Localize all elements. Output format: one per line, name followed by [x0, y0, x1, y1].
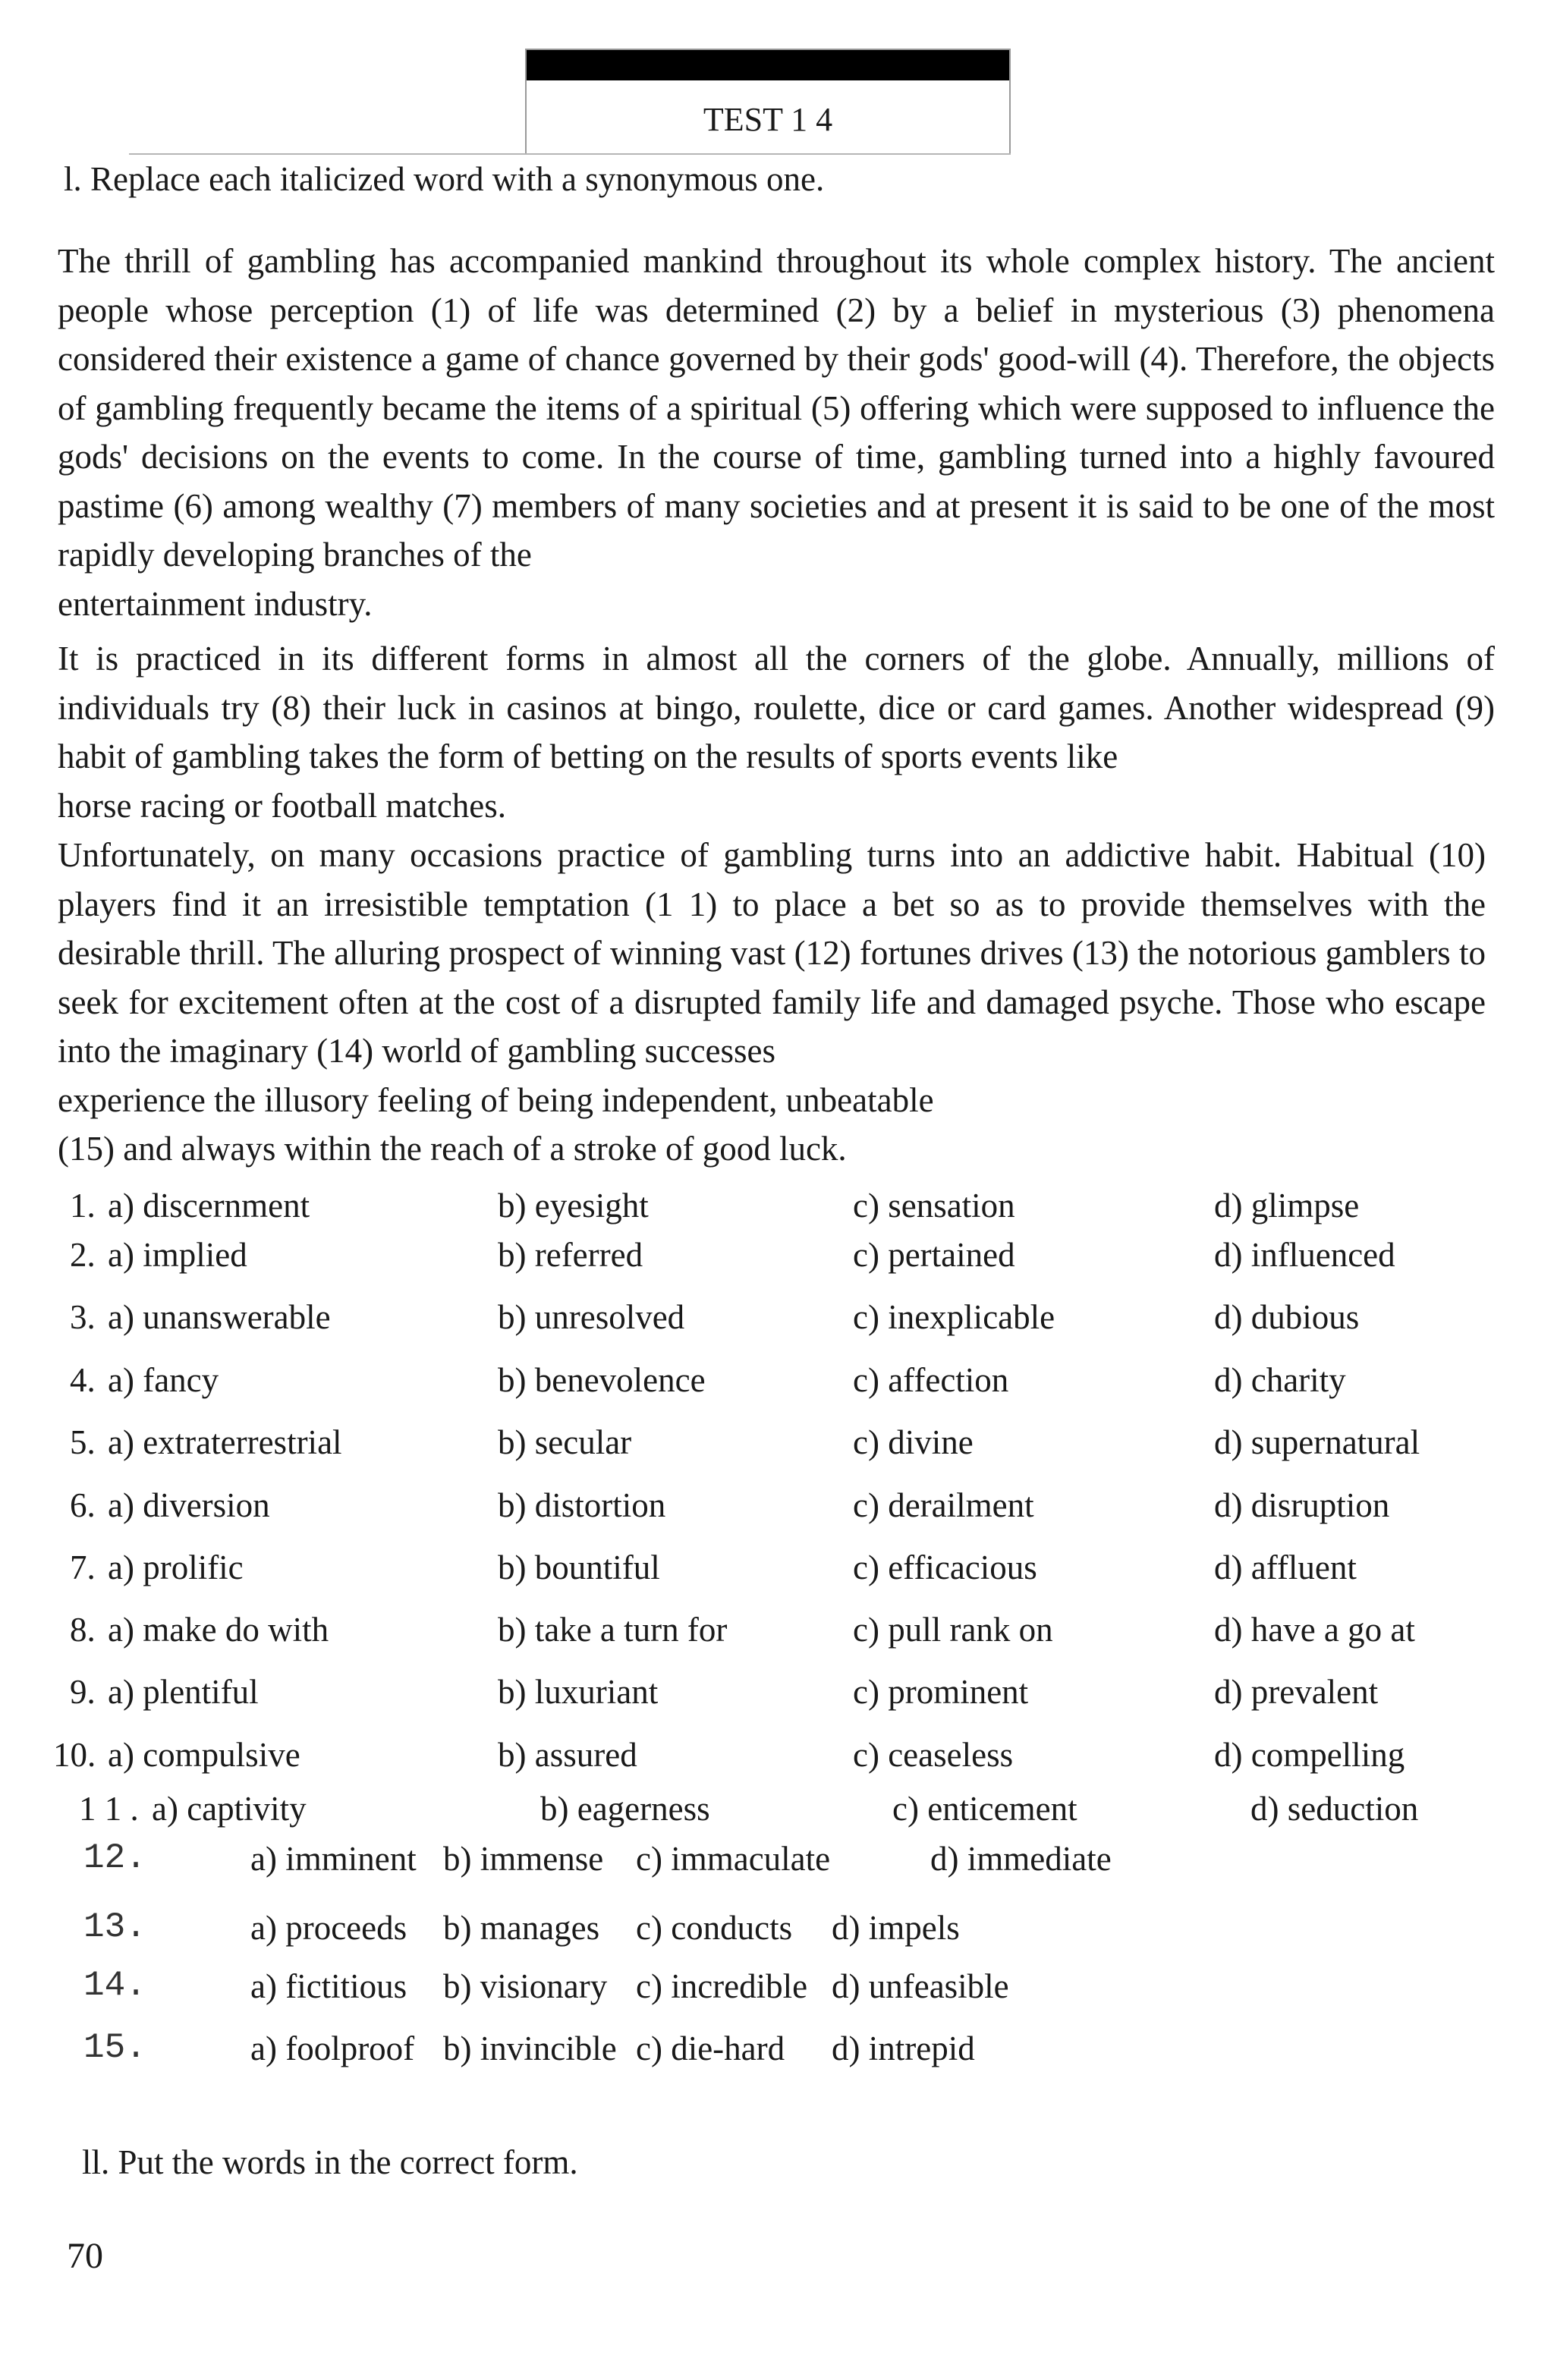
option-d: d) charity: [1214, 1361, 1346, 1399]
option-d: d) influenced: [1214, 1236, 1395, 1274]
option-c: c) incredible: [636, 1967, 808, 2005]
test-title: TEST 1 4: [703, 101, 833, 138]
option-a: a) compulsive: [108, 1736, 300, 1774]
paragraph-2: [58, 634, 1495, 830]
option-a: a) fancy: [108, 1361, 219, 1399]
option-row-11: [0, 1792, 1554, 1841]
page-number: 70: [67, 2236, 103, 2276]
option-row-15: [0, 2028, 1554, 2080]
option-row-13: [0, 1907, 1554, 1960]
option-b: b) manages: [443, 1909, 600, 1947]
task-1-instruction: l. Replace each italicized word with a synonymous one.: [64, 160, 825, 198]
option-row-2: [0, 1238, 1554, 1287]
option-d: d) compelling: [1214, 1736, 1405, 1774]
option-row-10: [0, 1738, 1554, 1787]
header-rule: [129, 153, 1011, 155]
test-header-box: [525, 49, 1011, 155]
option-number: 2.: [70, 1236, 96, 1274]
option-b: b) referred: [498, 1236, 643, 1274]
paragraph-1-text: The thrill of gambling has accompanied mankind throughout its whole complex history. The ancient people whose perception (1) of life was determined (2) by a belief in mysterious (3) phenomena considered their existence a game of chance governed by their gods' good-will (4). Therefore, the objects of gambling frequently became the items of a spiritual (5) offering which were supposed to influence the gods' decisions on the events to come. In the course of time, gambling turned into a highly favoured pastime (6) among wealthy (7) members of many societies and at present it is said to be one of the most rapidly developing branches of the: [58, 242, 1495, 574]
option-number: 3.: [70, 1298, 96, 1336]
option-row-3: [0, 1300, 1554, 1349]
option-b: b) luxuriant: [498, 1673, 659, 1711]
option-row-9: [0, 1675, 1554, 1724]
option-a: a) prolific: [108, 1548, 244, 1586]
option-a: a) extraterrestrial: [108, 1423, 342, 1461]
option-b: b) bountiful: [498, 1548, 660, 1586]
option-number: 8.: [70, 1611, 96, 1649]
option-a: a) captivity: [152, 1790, 307, 1828]
option-number: 12.: [83, 1838, 146, 1878]
option-a: a) foolproof: [250, 2029, 415, 2067]
option-b: b) immense: [443, 1840, 604, 1878]
option-row-8: [0, 1613, 1554, 1662]
option-d: d) immediate: [930, 1840, 1112, 1878]
option-c: c) derailment: [853, 1486, 1034, 1524]
option-c: c) pull rank on: [853, 1611, 1053, 1649]
option-d: d) affluent: [1214, 1548, 1357, 1586]
option-b: b) take a turn for: [498, 1611, 728, 1649]
paragraph-3-line-3: (15) and always within the reach of a stroke of good luck.: [58, 1130, 847, 1168]
paragraph-2-last-line: horse racing or football matches.: [58, 786, 507, 825]
option-c: c) sensation: [853, 1187, 1015, 1225]
option-d: d) intrepid: [832, 2029, 975, 2067]
option-a: a) proceeds: [250, 1909, 407, 1947]
option-c: c) divine: [853, 1423, 974, 1461]
option-d: d) impels: [832, 1909, 960, 1947]
option-b: b) eyesight: [498, 1187, 649, 1225]
paragraph-1: [58, 237, 1495, 628]
option-b: b) benevolence: [498, 1361, 706, 1399]
option-row-7: [0, 1548, 1554, 1599]
option-c: c) pertained: [853, 1236, 1015, 1274]
option-row-12: [0, 1838, 1554, 1891]
option-d: d) seduction: [1250, 1790, 1419, 1828]
option-b: b) visionary: [443, 1967, 608, 2005]
task-2-instruction: ll. Put the words in the correct form.: [82, 2143, 578, 2181]
option-number: 14.: [83, 1966, 146, 2005]
option-c: c) conducts: [636, 1909, 793, 1947]
paragraph-2-text: It is practiced in its different forms in almost all the corners of the globe. Annually, millions of individuals try (8) their luck in casinos at bingo, roulette, dice or card games. Another widespread (9) habit of gambling takes the form of betting on the results of sports events like: [58, 640, 1495, 775]
option-c: c) immaculate: [636, 1840, 831, 1878]
option-b: b) invincible: [443, 2029, 617, 2067]
option-number: 10.: [53, 1736, 96, 1774]
option-number: 1 1 .: [79, 1790, 139, 1828]
option-c: c) enticement: [892, 1790, 1077, 1828]
option-row-1: [0, 1189, 1554, 1237]
option-row-6: [0, 1486, 1554, 1537]
option-b: b) eagerness: [540, 1790, 710, 1828]
option-c: c) inexplicable: [853, 1298, 1055, 1336]
option-a: a) fictitious: [250, 1967, 407, 2005]
header-black-bar: [527, 50, 1009, 80]
option-number: 4.: [70, 1361, 96, 1399]
option-a: a) imminent: [250, 1840, 417, 1878]
option-a: a) diversion: [108, 1486, 270, 1524]
option-b: b) unresolved: [498, 1298, 685, 1336]
option-d: d) prevalent: [1214, 1673, 1379, 1711]
option-d: d) dubious: [1214, 1298, 1360, 1336]
paragraph-3: [58, 831, 1486, 1174]
option-c: c) prominent: [853, 1673, 1029, 1711]
option-a: a) discernment: [108, 1187, 310, 1225]
option-c: c) die-hard: [636, 2029, 785, 2067]
option-d: d) glimpse: [1214, 1187, 1360, 1225]
option-number: 1.: [70, 1187, 96, 1225]
paragraph-3-line-2: experience the illusory feeling of being independent, unbeatable: [58, 1080, 934, 1119]
option-a: a) unanswerable: [108, 1298, 331, 1336]
option-number: 15.: [83, 2028, 146, 2067]
option-c: c) affection: [853, 1361, 1009, 1399]
option-d: d) supernatural: [1214, 1423, 1420, 1461]
paragraph-3-text: Unfortunately, on many occasions practice of gambling turns into an addictive habit. Habitual (10) players find it an irresistible temptation (1 1) to place a bet so as to provide themselves with the desirable thrill. The alluring prospect of winning vast (12) fortunes drives (13) the notorious gamblers to seek for excitement often at the cost of a disrupted family life and damaged psyche. Those who escape into the imaginary (14) world of gambling successes: [58, 836, 1486, 1070]
option-b: b) assured: [498, 1736, 637, 1774]
option-d: d) have a go at: [1214, 1611, 1415, 1649]
option-row-4: [0, 1363, 1554, 1412]
option-d: d) unfeasible: [832, 1967, 1009, 2005]
option-number: 6.: [70, 1486, 96, 1524]
option-row-5: [0, 1423, 1554, 1474]
option-row-14: [0, 1966, 1554, 2018]
option-a: a) make do with: [108, 1611, 329, 1649]
option-d: d) disruption: [1214, 1486, 1390, 1524]
option-a: a) implied: [108, 1236, 247, 1274]
option-number: 9.: [70, 1673, 96, 1711]
paragraph-1-last-line: entertainment industry.: [58, 584, 373, 623]
option-a: a) plentiful: [108, 1673, 259, 1711]
option-number: 13.: [83, 1907, 146, 1947]
option-b: b) secular: [498, 1423, 632, 1461]
option-number: 7.: [70, 1548, 96, 1586]
option-number: 5.: [70, 1423, 96, 1461]
option-c: c) ceaseless: [853, 1736, 1014, 1774]
option-b: b) distortion: [498, 1486, 666, 1524]
option-c: c) efficacious: [853, 1548, 1037, 1586]
